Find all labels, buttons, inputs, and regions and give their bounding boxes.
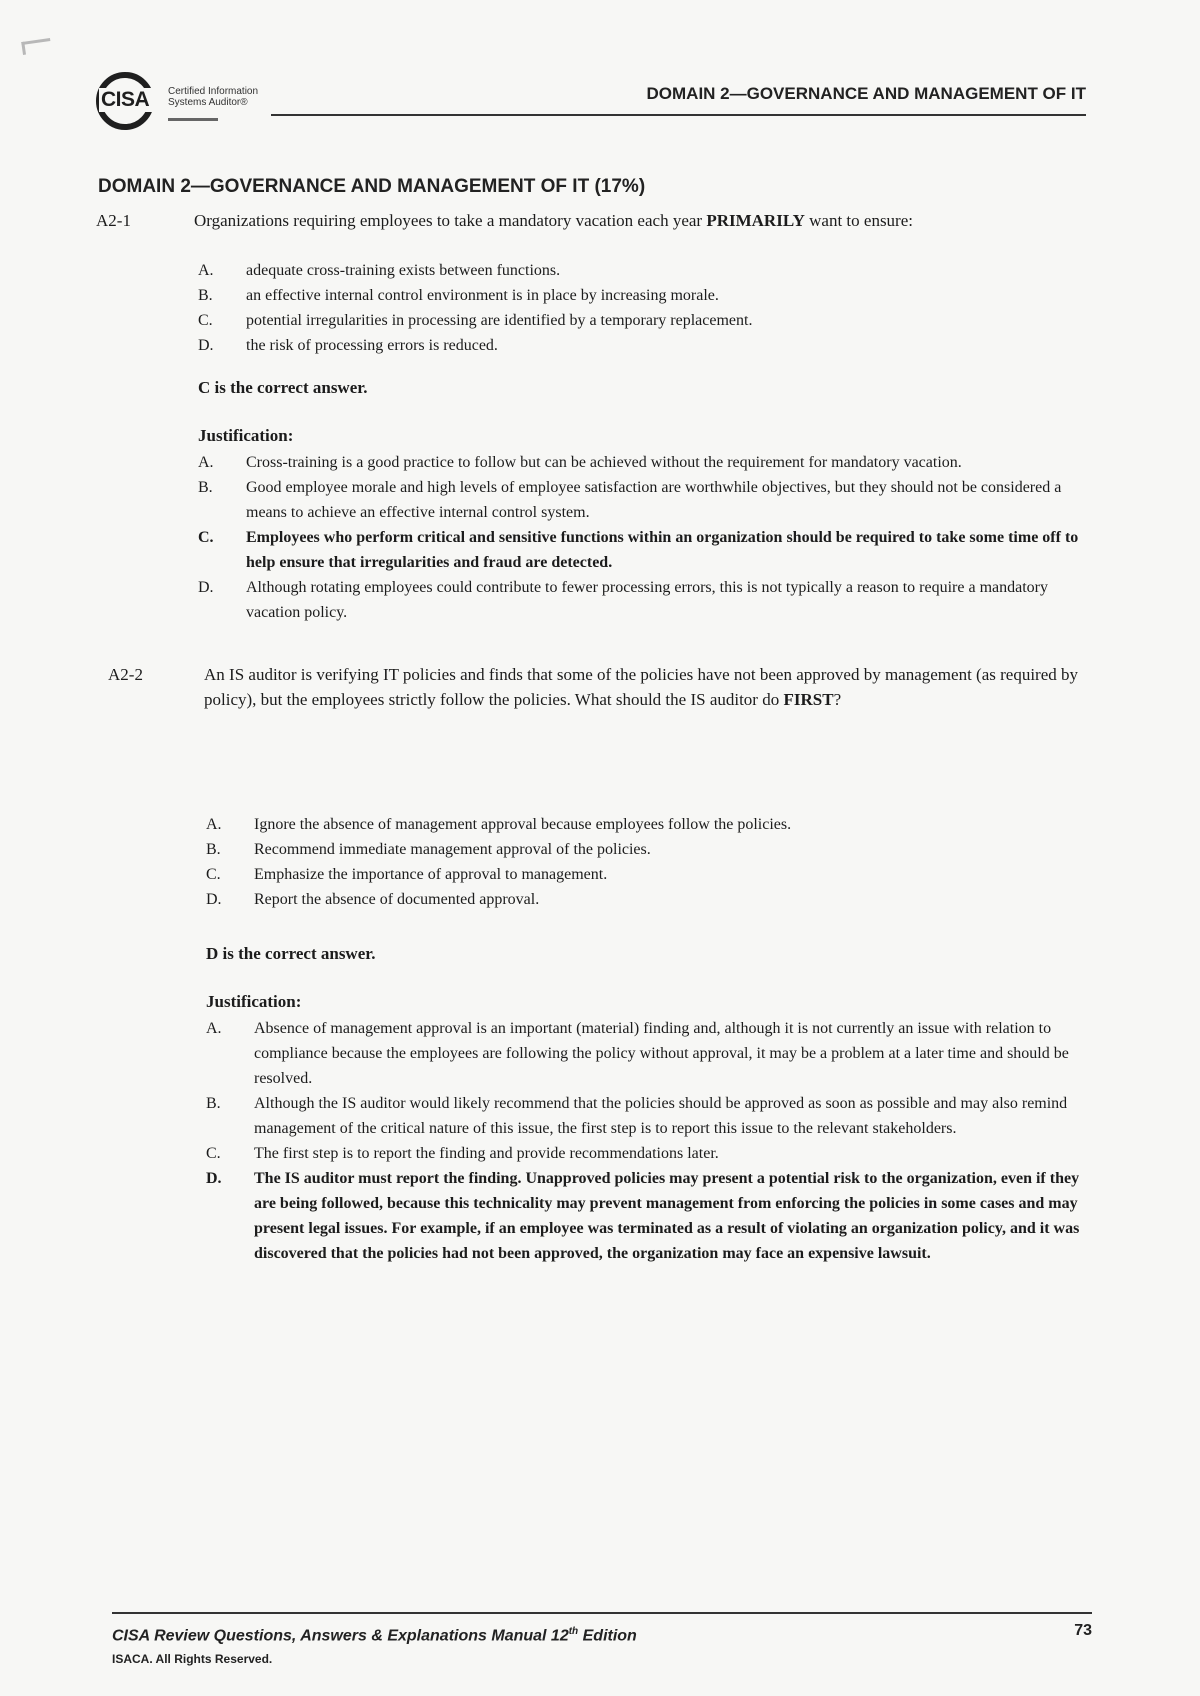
question-text: Organizations requiring employees to take a mandatory vacation each year PRIMARILY want to ensure:	[194, 211, 913, 230]
option-item: B. an effective internal control environment is in place by increasing morale.	[198, 287, 719, 304]
domain-title: DOMAIN 2—GOVERNANCE AND MANAGEMENT OF IT (17%)	[98, 176, 646, 197]
logo-text: CISA	[99, 88, 173, 112]
option-item: C. Emphasize the importance of approval to management.	[206, 866, 608, 883]
options-a2-1	[198, 258, 1078, 358]
logo-tagline-mark	[168, 118, 218, 121]
header-title: DOMAIN 2—GOVERNANCE AND MANAGEMENT OF IT	[646, 84, 1086, 103]
justification-item: B. Good employee morale and high levels of employee satisfaction are worthwhile objectives, but they should not be considered a means to achieve an effective internal control system.	[198, 479, 1062, 521]
page-header	[96, 72, 1086, 142]
justifications-a2-1	[198, 450, 1098, 625]
option-item: B. Recommend immediate management approval of the policies.	[206, 841, 651, 858]
logo-subtitle: Certified Information Systems Auditor®	[168, 86, 259, 108]
page-number: 73	[1074, 1622, 1092, 1639]
question-text: An IS auditor is verifying IT policies and finds that some of the policies have not been approved by management (as required by policy), but the employees strictly follow the policies. What should the IS auditor do FIRST?	[204, 665, 1079, 709]
question-number: A2-2	[108, 665, 143, 684]
justification-item-correct: D. The IS auditor must report the finding. Unapproved policies may present a potential risk to the organization, even if they are being followed, because this technicality may prevent management from enforcing the policies in some cases and may present legal issues. For example, if an employee was terminated as a result of violating an organization policy, and it was discovered that the policies had not been approved, the organization may face an expensive lawsuit.	[206, 1170, 1080, 1262]
justification-item: A. Absence of management approval is an important (material) finding and, although it is not currently an issue with relation to compliance because the employees are following the policy without approval, it may be a problem at a later time and should be resolved.	[206, 1020, 1069, 1087]
option-item: D. the risk of processing errors is reduced.	[198, 337, 498, 354]
option-item: C. potential irregularities in processing are identified by a temporary replacement.	[198, 312, 753, 329]
footer-divider	[112, 1612, 1092, 1614]
footer-title: CISA Review Questions, Answers & Explanations Manual 12th Edition	[112, 1626, 637, 1645]
justification-heading: Justification:	[206, 992, 302, 1011]
correct-answer: D is the correct answer.	[206, 944, 376, 963]
scan-artifact	[21, 38, 52, 55]
justification-item-correct: C. Employees who perform critical and sensitive functions within an organization should be required to take some time off to help ensure that irregularities and fraud are detected.	[198, 529, 1079, 571]
options-a2-2	[206, 812, 1086, 912]
option-item: A. adequate cross-training exists between functions.	[198, 262, 561, 279]
justification-item: A. Cross-training is a good practice to follow but can be achieved without the requirement for mandatory vacation.	[198, 454, 962, 471]
header-divider	[271, 114, 1086, 116]
justification-item: B. Although the IS auditor would likely recommend that the policies should be approved as soon as possible and may also remind management of the critical nature of this issue, the first step is to report this issue to the relevant stakeholders.	[206, 1095, 1068, 1137]
question-number: A2-1	[96, 211, 131, 230]
option-item: D. Report the absence of documented approval.	[206, 891, 540, 908]
correct-answer: C is the correct answer.	[198, 378, 368, 397]
justification-item: D. Although rotating employees could contribute to fewer processing errors, this is not typically a reason to require a mandatory vacation policy.	[198, 579, 1048, 621]
option-item: A. Ignore the absence of management approval because employees follow the policies.	[206, 816, 792, 833]
justification-item: C. The first step is to report the finding and provide recommendations later.	[206, 1145, 719, 1162]
justification-heading: Justification:	[198, 426, 294, 445]
footer-copyright: ISACA. All Rights Reserved.	[112, 1652, 273, 1666]
justifications-a2-2	[206, 1016, 1096, 1266]
